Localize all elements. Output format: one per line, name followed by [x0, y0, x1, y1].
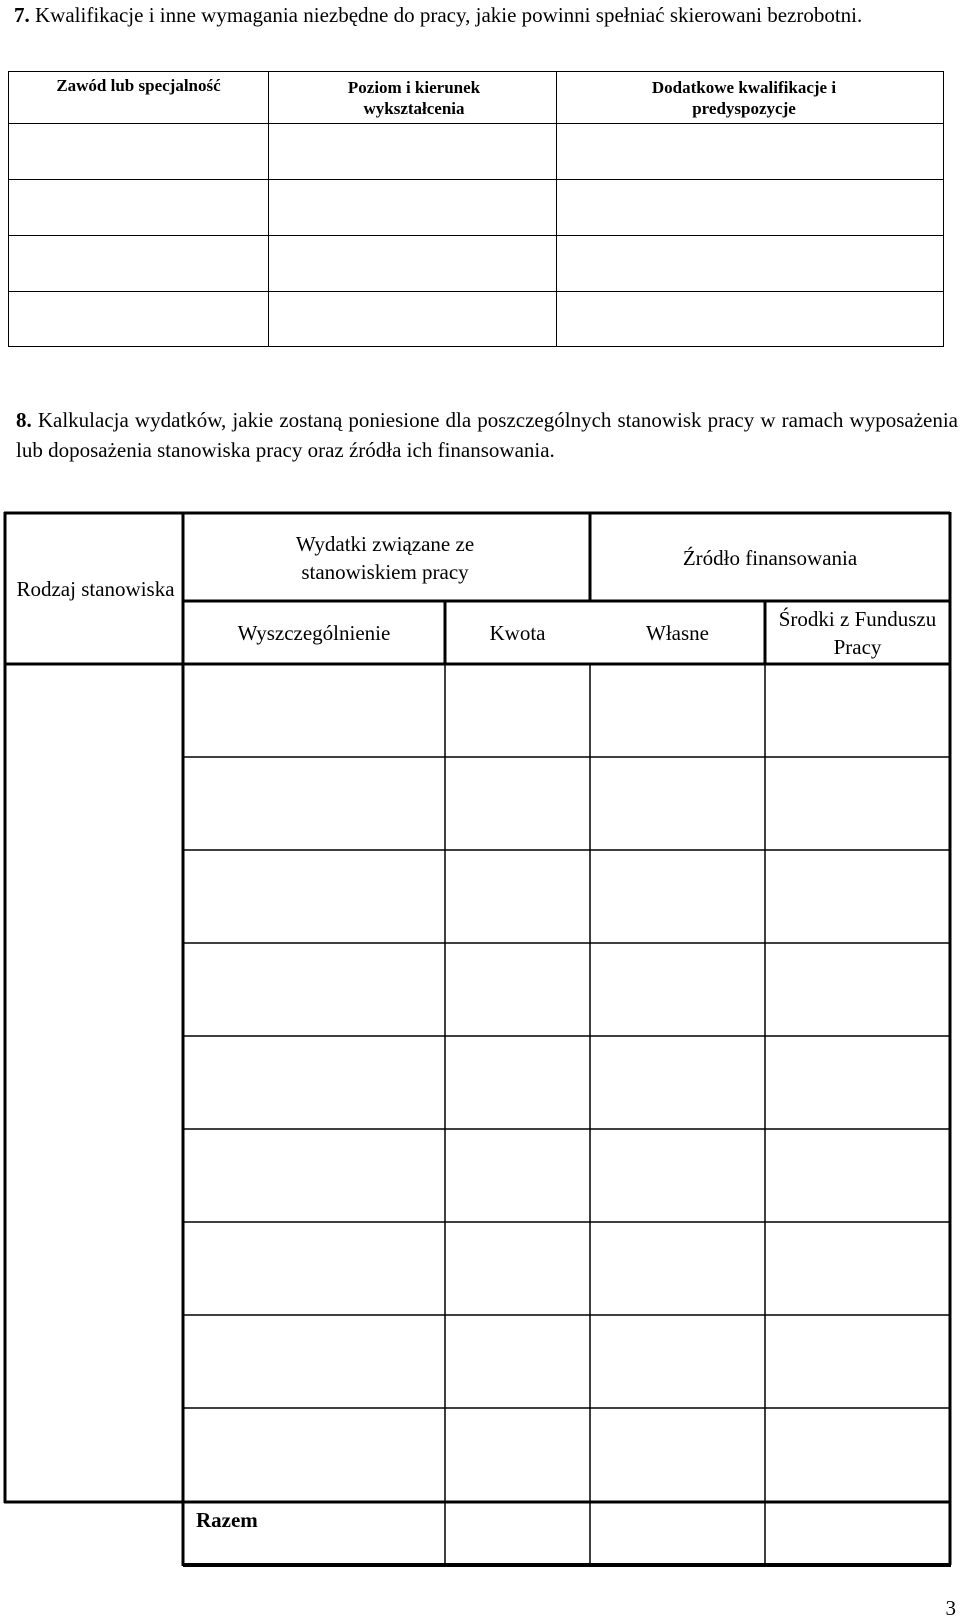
table1-cell[interactable]: [9, 124, 268, 179]
header-fundusz-pracy: Środki z Funduszu Pracy: [778, 607, 937, 659]
header-kwota: Kwota: [489, 621, 546, 645]
table1-cell[interactable]: [557, 236, 943, 291]
header-dodatkowe: Dodatkowe kwalifikacje i predyspozycje: [651, 77, 837, 118]
table1-cell[interactable]: [269, 236, 556, 291]
header-rodzaj: Rodzaj stanowiska: [16, 576, 175, 601]
header-zawod: Zawód lub specjalność: [56, 75, 221, 95]
section-7-number: 7.: [14, 3, 30, 27]
header-wlasne: Własne: [646, 621, 709, 645]
table1-cell[interactable]: [269, 124, 556, 179]
page-number: 3: [945, 1596, 956, 1620]
table1-cell[interactable]: [9, 236, 268, 291]
table1-cell[interactable]: [269, 180, 556, 235]
section-7-text: Kwalifikacje i inne wymagania niezbędne do pracy, jakie powinni spełniać skierowani bezrobotni.: [29, 3, 863, 27]
header-wydatki: Wydatki związane ze stanowiskiem pracy: [295, 532, 475, 584]
table1-cell[interactable]: [557, 292, 943, 346]
table1-cell[interactable]: [269, 292, 556, 346]
section-8-text: Kalkulacja wydatków, jakie zostaną poniesione dla poszczególnych stanowisk pracy w ramach wyposażenia lub doposażenia stanowiska pracy oraz źródła ich finansowania.: [16, 408, 958, 462]
table1-cell[interactable]: [557, 124, 943, 179]
header-poziom: Poziom i kierunek wykształcenia: [347, 77, 481, 118]
header-wyszczegolnienie: Wyszczególnienie: [237, 621, 391, 645]
table1-cell[interactable]: [557, 180, 943, 235]
total-label: Razem: [196, 1508, 258, 1532]
section-7-heading: [14, 0, 958, 30]
qualifications-table: [8, 71, 944, 347]
table1-cell[interactable]: [9, 180, 268, 235]
header-zrodlo: Źródło finansowania: [682, 546, 858, 570]
section-8-heading: [16, 405, 958, 465]
table1-cell[interactable]: [9, 292, 268, 346]
section-8-number: 8.: [16, 408, 32, 432]
